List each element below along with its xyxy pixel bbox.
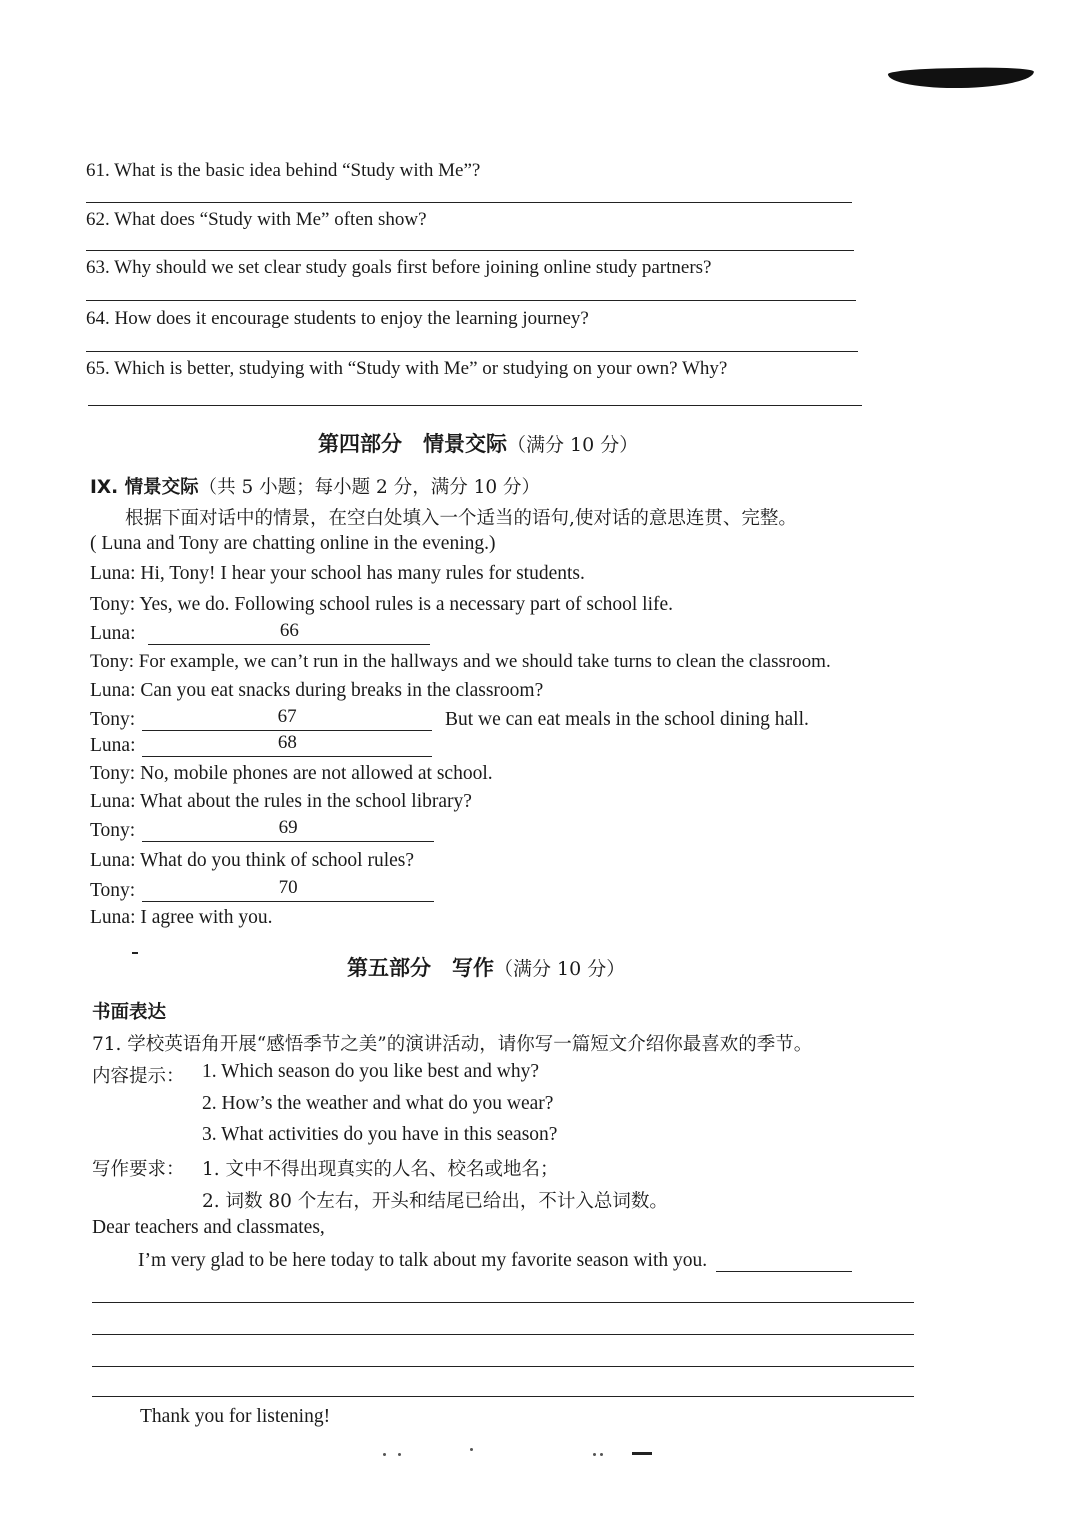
- question-text: What is the basic idea behind “Study with Me”?: [114, 160, 481, 181]
- dialogue-line-8: Tony: No, mobile phones are not allowed at school.: [90, 763, 493, 784]
- dialogue-line-13: Luna: I agree with you.: [90, 907, 273, 928]
- letter-greeting: Dear teachers and classmates,: [92, 1217, 325, 1238]
- speaker-label: Tony:: [90, 820, 136, 841]
- dialogue-line-1: Luna: Hi, Tony! I hear your school has many rules for students.: [90, 563, 585, 584]
- speaker-label: Tony:: [90, 880, 136, 901]
- question-61: [86, 160, 480, 182]
- letter-opening-text: I’m very glad to be here today to talk about my favorite season with you.: [138, 1250, 708, 1271]
- writing-line-4[interactable]: [92, 1396, 914, 1397]
- writing-line-3[interactable]: [92, 1366, 914, 1367]
- dialogue-line-9: Luna: What about the rules in the school library?: [90, 791, 472, 812]
- question-number: 61.: [86, 160, 110, 181]
- blank-number: 67: [277, 706, 297, 727]
- dialogue-line-12: [90, 879, 434, 902]
- speaker-label: Luna:: [90, 735, 136, 756]
- blank-66[interactable]: [148, 622, 430, 645]
- question-62: [86, 209, 427, 231]
- part5-title-text: 第五部分 写作: [347, 956, 494, 980]
- dialogue-line-3: [90, 622, 430, 645]
- scan-speck: [398, 1453, 401, 1456]
- dialogue-line-6: [90, 708, 809, 731]
- letter-opening: [138, 1249, 852, 1272]
- dialogue-line-2: Tony: Yes, we do. Following school rules is a necessary part of school life.: [90, 594, 674, 615]
- answer-line-65[interactable]: [88, 405, 862, 406]
- question-64: [86, 308, 589, 330]
- blank-number: 68: [277, 732, 297, 753]
- blank-number: 69: [278, 817, 298, 838]
- part4-title-text: 第四部分 情景交际: [318, 432, 507, 456]
- dialogue-scene: ( Luna and Tony are chatting online in the evening.): [90, 533, 496, 554]
- hints-label: 内容提示：: [92, 1066, 185, 1087]
- question-text: Why should we set clear study goals first before joining online study partners?: [114, 257, 712, 278]
- question-number: 65.: [86, 358, 110, 379]
- scan-speck: [600, 1453, 603, 1456]
- answer-line-62[interactable]: [86, 250, 854, 251]
- blank-69[interactable]: [142, 819, 434, 842]
- blank-number: 70: [278, 877, 298, 898]
- part5-title: [347, 952, 625, 982]
- letter-closing: Thank you for listening!: [140, 1406, 331, 1427]
- blank-number: 66: [279, 620, 299, 641]
- speaker-label: Tony:: [90, 709, 136, 730]
- part4-instruction: 根据下面对话中的情景，在空白处填入一个适当的语句,使对话的意思连贯、完整。: [125, 508, 797, 529]
- answer-line-64[interactable]: [86, 351, 858, 352]
- hint-3: 3. What activities do you have in this season?: [202, 1124, 558, 1145]
- dialogue-line-7: [90, 734, 432, 757]
- scan-mark: [888, 67, 1034, 90]
- question-text: Which is better, studying with “Study with Me” or studying on your own? Why?: [114, 358, 728, 379]
- question-number: 62.: [86, 209, 110, 230]
- blank-68[interactable]: [142, 734, 432, 757]
- blank-70[interactable]: [142, 879, 434, 902]
- dialogue-line-4: Tony: For example, we can’t run in the hallways and we should take turns to clean the classroom.: [90, 651, 831, 672]
- req-1: 1. 文中不得出现真实的人名、校名或地名；: [202, 1159, 559, 1180]
- question-number: 63.: [86, 257, 110, 278]
- scan-speck: [383, 1453, 386, 1456]
- dialogue-line-10: [90, 819, 434, 842]
- scan-mark-bottom: [632, 1452, 652, 1455]
- writing-task: 71. 学校英语角开展“感悟季节之美”的演讲活动，请你写一篇短文介绍你最喜欢的季节。: [92, 1034, 813, 1055]
- part4-title: [318, 428, 638, 458]
- question-65: [86, 358, 727, 380]
- part5-heading: 书面表达: [92, 1002, 167, 1023]
- dialogue-line-5: Luna: Can you eat snacks during breaks in the classroom?: [90, 680, 544, 701]
- writing-line-1[interactable]: [92, 1302, 914, 1303]
- hint-1: 1. Which season do you like best and why?: [202, 1061, 540, 1082]
- scan-speck: [132, 952, 138, 954]
- part5-score: （满分 10 分）: [494, 958, 626, 980]
- writing-line-2[interactable]: [92, 1334, 914, 1335]
- req-2: 2. 词数 80 个左右，开头和结尾已给出，不计入总词数。: [202, 1191, 668, 1212]
- dialogue-line-6-rest: But we can eat meals in the school dining hall.: [444, 709, 809, 730]
- part4-score: （满分 10 分）: [507, 434, 639, 456]
- hint-2: 2. How’s the weather and what do you wear?: [202, 1093, 554, 1114]
- scan-speck: [470, 1448, 473, 1451]
- part4-heading: [90, 473, 540, 499]
- question-text: How does it encourage students to enjoy the learning journey?: [114, 308, 589, 329]
- part4-heading-note: （共 5 小题；每小题 2 分，满分 10 分）: [198, 477, 540, 498]
- question-text: What does “Study with Me” often show?: [114, 209, 427, 230]
- question-number: 64.: [86, 308, 110, 329]
- answer-line-61[interactable]: [86, 202, 852, 203]
- speaker-label: Luna:: [90, 623, 136, 644]
- writing-blank-start[interactable]: [716, 1249, 852, 1272]
- part4-heading-text: IX. 情景交际: [90, 477, 199, 498]
- question-63: [86, 257, 711, 279]
- blank-67[interactable]: [142, 708, 432, 731]
- dialogue-line-11: Luna: What do you think of school rules?: [90, 850, 415, 871]
- scan-speck: [593, 1453, 596, 1456]
- req-label: 写作要求：: [92, 1159, 185, 1180]
- answer-line-63[interactable]: [86, 300, 856, 301]
